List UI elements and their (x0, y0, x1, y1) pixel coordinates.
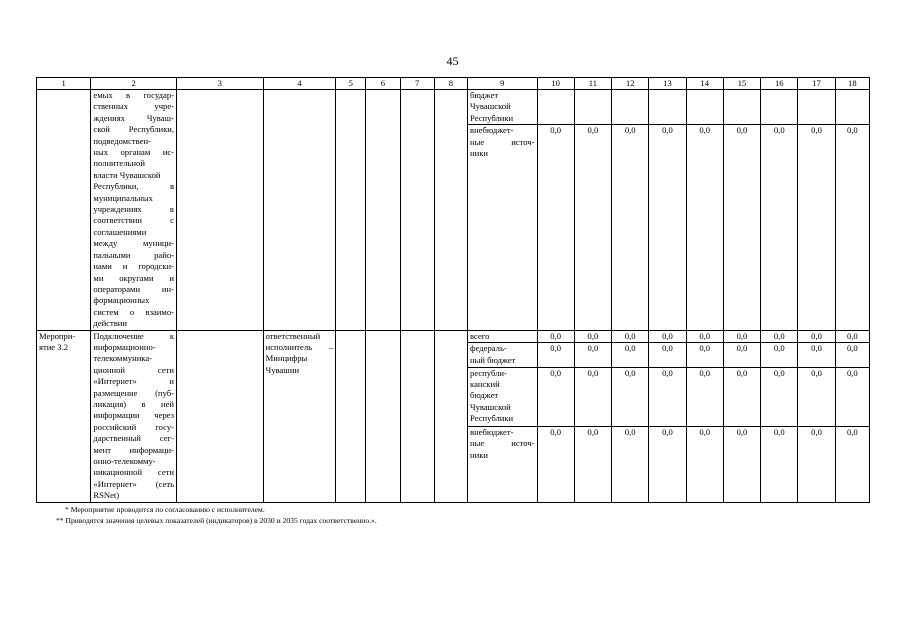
column-3-cell (177, 330, 264, 502)
code-cell (434, 90, 467, 331)
column-number-header: 18 (835, 78, 869, 90)
funding-source-cell (468, 330, 538, 343)
value-cell: 0,0 (798, 330, 835, 343)
column-number-header: 9 (468, 78, 538, 90)
cell-text-line: подведомствен- (93, 135, 151, 146)
cell-text-line: Чувашской (470, 101, 511, 112)
cell-text-line: онно-телекомму- (93, 456, 156, 466)
funding-source-cell (468, 426, 538, 502)
activity-id-cell (37, 90, 91, 331)
column-number-header: 11 (574, 78, 611, 90)
cell-text-line: Меропри- (39, 330, 76, 341)
cell-text-line: ственных учре- (93, 101, 174, 112)
value-cell: 0,0 (612, 367, 649, 426)
column-number-header: 12 (612, 78, 649, 90)
value-cell: 0,0 (761, 426, 798, 502)
cell-text-line: ждениях Чуваш- (93, 112, 174, 123)
cell-text-line: Чувашии (265, 364, 300, 375)
table-row (37, 330, 870, 343)
value-cell: 0,0 (686, 426, 723, 502)
cell-text-line: информации через (93, 410, 174, 421)
code-cell (366, 90, 400, 331)
column-number-header: 13 (649, 78, 686, 90)
cell-text-line: «Интернет» (сеть (93, 478, 174, 489)
value-cell: 0,0 (835, 343, 869, 367)
column-number-header: 6 (366, 78, 400, 90)
footnote-2: ** Приводятся значения целевых показателей (индикаторов) в 2030 и 2035 годах соответственно.». (56, 516, 377, 525)
cell-text-line: «Интернет» и (93, 376, 174, 387)
value-cell: 0,0 (612, 343, 649, 367)
cell-text-line: действии (93, 318, 128, 329)
cell-text-line: формационных (93, 295, 150, 306)
value-cell: 0,0 (835, 367, 869, 426)
value-cell: 0,0 (798, 367, 835, 426)
code-cell (336, 90, 366, 331)
cell-text-line: ный бюджет (470, 354, 516, 365)
value-cell: 0,0 (723, 125, 760, 330)
responsible-executor-cell (263, 330, 336, 502)
cell-text-line: муниципальных (93, 192, 153, 203)
cell-text-line: ми округами и (93, 272, 174, 283)
cell-text-line: операторами ин- (93, 283, 174, 294)
cell-text-line: ники (470, 148, 489, 159)
cell-text-line: соответствии с (93, 215, 174, 226)
column-number-header: 10 (537, 78, 574, 90)
code-cell (366, 330, 400, 502)
value-cell: 0,0 (649, 343, 686, 367)
value-cell: 0,0 (537, 367, 574, 426)
value-cell: 0,0 (723, 426, 760, 502)
cell-text-line: республи- (470, 367, 507, 378)
column-3-cell (177, 90, 264, 331)
value-cell: 0,0 (574, 343, 611, 367)
cell-text-line: ответственный (265, 330, 321, 341)
value-cell: 0,0 (835, 330, 869, 343)
program-table (36, 77, 870, 503)
cell-text-line: систем о взаимо- (93, 306, 174, 317)
cell-text-line: внебюджет- (470, 426, 514, 437)
responsible-executor-cell (263, 90, 336, 331)
cell-text-line: RSNet) (93, 490, 120, 501)
activity-id-cell (37, 330, 91, 502)
funding-source-cell (468, 343, 538, 367)
value-cell: 0,0 (537, 330, 574, 343)
value-cell: 0,0 (835, 426, 869, 502)
cell-text-line: федераль- (470, 343, 507, 354)
value-cell (686, 90, 723, 125)
value-cell: 0,0 (612, 330, 649, 343)
funding-source-cell (468, 90, 538, 125)
value-cell (537, 90, 574, 125)
cell-text-line: дарственный сег- (93, 433, 174, 444)
cell-text-line: мент информаци- (93, 444, 174, 455)
value-cell: 0,0 (574, 426, 611, 502)
code-cell (336, 330, 366, 502)
cell-text-line: ники (470, 449, 489, 460)
cell-text-line: Республики (470, 112, 514, 123)
value-cell: 0,0 (686, 343, 723, 367)
activity-name-cell (91, 90, 177, 331)
column-number-header: 14 (686, 78, 723, 90)
column-number-header: 5 (336, 78, 366, 90)
code-cell (400, 330, 434, 502)
cell-text-line: между муници- (93, 238, 174, 249)
value-cell (612, 90, 649, 125)
value-cell: 0,0 (761, 367, 798, 426)
cell-text-line: Минцифры (265, 353, 308, 364)
value-cell: 0,0 (649, 426, 686, 502)
cell-text-line: никационной сети (93, 467, 174, 478)
cell-text-line: канский (470, 378, 500, 389)
value-cell: 0,0 (686, 367, 723, 426)
column-number-header: 3 (177, 78, 264, 90)
cell-text-line: власти Чувашской (93, 169, 161, 180)
footnote-divider (60, 502, 124, 503)
column-number-header: 8 (434, 78, 467, 90)
cell-text-line: ные источ- (470, 438, 535, 449)
value-cell: 0,0 (798, 426, 835, 502)
cell-text-line: телекоммуника- (93, 353, 153, 364)
value-cell: 0,0 (798, 343, 835, 367)
table-row (37, 90, 870, 125)
value-cell: 0,0 (612, 125, 649, 330)
value-cell: 0,0 (574, 330, 611, 343)
value-cell: 0,0 (835, 125, 869, 330)
value-cell (574, 90, 611, 125)
column-number-header: 1 (37, 78, 91, 90)
value-cell: 0,0 (612, 426, 649, 502)
value-cell (649, 90, 686, 125)
value-cell: 0,0 (574, 125, 611, 330)
funding-source-cell (468, 125, 538, 330)
value-cell: 0,0 (723, 330, 760, 343)
cell-text-line: нами и городски- (93, 261, 174, 272)
cell-text-line: ликация) в ней (93, 398, 174, 409)
value-cell: 0,0 (761, 125, 798, 330)
value-cell: 0,0 (798, 125, 835, 330)
cell-text-line: размещение (пуб- (93, 387, 174, 398)
cell-text-line: учреждениях в (93, 204, 174, 215)
cell-text-line: Подключение к (93, 330, 174, 341)
cell-text-line: бюджет (470, 90, 499, 100)
cell-text-line: внебюджет- (470, 125, 514, 136)
value-cell: 0,0 (649, 330, 686, 343)
cell-text-line: соглашениями (93, 226, 147, 237)
column-number-header: 7 (400, 78, 434, 90)
cell-text-line: информационно- (93, 341, 156, 352)
page-number: 45 (446, 54, 459, 68)
value-cell: 0,0 (537, 125, 574, 330)
value-cell: 0,0 (574, 367, 611, 426)
value-cell: 0,0 (761, 343, 798, 367)
column-number-header: 16 (761, 78, 798, 90)
column-number-header: 4 (263, 78, 336, 90)
code-cell (434, 330, 467, 502)
cell-text-line: полнительной (93, 158, 145, 169)
value-cell: 0,0 (723, 367, 760, 426)
column-number-header: 2 (91, 78, 177, 90)
value-cell: 0,0 (686, 125, 723, 330)
cell-text-line: емых в государ- (93, 90, 174, 100)
column-number-header: 17 (798, 78, 835, 90)
value-cell: 0,0 (537, 426, 574, 502)
value-cell: 0,0 (723, 343, 760, 367)
footnote-1: * Мероприятие проводится по согласованию с исполнителем. (65, 505, 265, 514)
header-row (37, 78, 870, 90)
value-cell: 0,0 (686, 330, 723, 343)
activity-name-cell (91, 330, 177, 502)
cell-text-line: ционной сети (93, 364, 174, 375)
value-cell (723, 90, 760, 125)
cell-text-line: всего (470, 330, 490, 341)
cell-text-line: Чувашской (470, 401, 511, 412)
value-cell (761, 90, 798, 125)
cell-text-line: ской Республики, (93, 124, 174, 135)
value-cell: 0,0 (761, 330, 798, 343)
cell-text-line: исполнитель – (265, 341, 334, 352)
cell-text-line: ные источ- (470, 136, 535, 147)
cell-text-line: бюджет (470, 390, 499, 401)
funding-source-cell (468, 367, 538, 426)
code-cell (400, 90, 434, 331)
value-cell: 0,0 (649, 125, 686, 330)
cell-text-line: ятие 3.2 (39, 341, 69, 352)
value-cell (798, 90, 835, 125)
cell-text-line: Республики (470, 413, 514, 424)
column-number-header: 15 (723, 78, 760, 90)
value-cell (835, 90, 869, 125)
cell-text-line: пальными райо- (93, 249, 174, 260)
value-cell: 0,0 (649, 367, 686, 426)
cell-text-line: российский госу- (93, 421, 174, 432)
value-cell: 0,0 (537, 343, 574, 367)
cell-text-line: Республики, в (93, 181, 174, 192)
cell-text-line: ных органам ис- (93, 147, 174, 158)
